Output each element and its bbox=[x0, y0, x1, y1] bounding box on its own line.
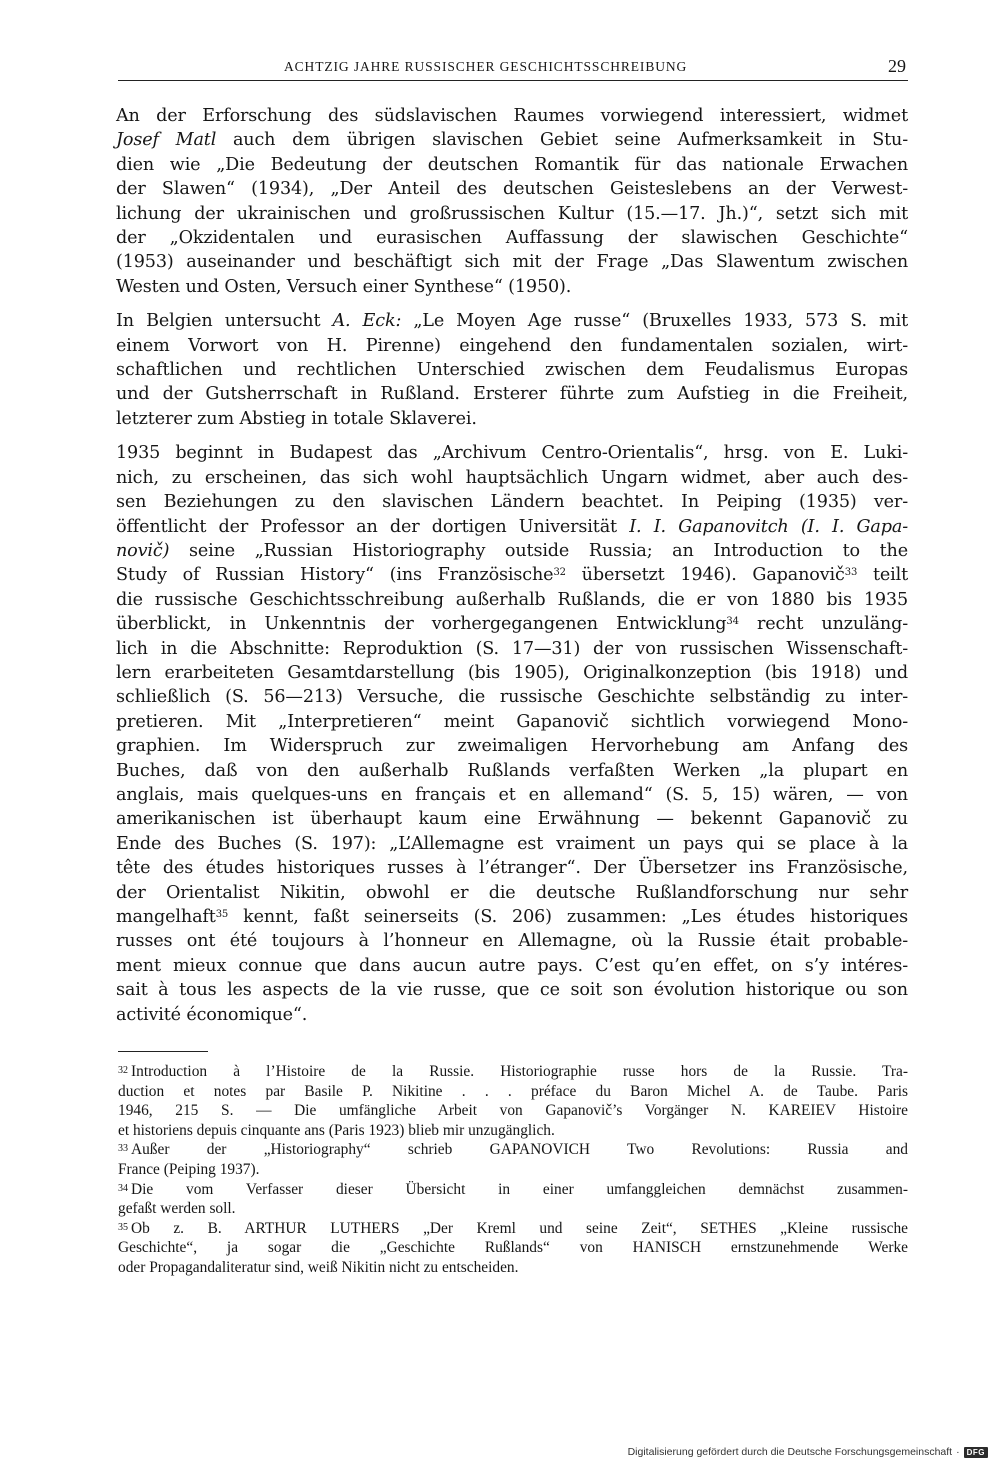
footnote-number: 35 bbox=[118, 1221, 128, 1233]
text-line: nich, zu erscheinen, das sich wohl hauptsächlich Ungarn widmet, aber auch des- bbox=[116, 467, 908, 488]
digitization-credit: Digitalisierung gefördert durch die Deutsche Forschungsgemeinschaft · DFG bbox=[628, 1446, 988, 1458]
text-line: der Slawen“ (1934), „Der Anteil des deutschen Geisteslebens an der Verwest- bbox=[116, 179, 908, 200]
footnote-line: $^{32}$ Introduction à l’Histoire de la Russie. Historiographie russe hors de la Russie. Tra- bbox=[118, 1063, 908, 1080]
paragraph bbox=[116, 309, 908, 431]
text-line: anglais, mais quelques-uns en français et en allemand“ (S. 5, 15) wären, — von bbox=[116, 784, 908, 805]
text-line: letzterer zum Abstieg in totale Sklaverei. bbox=[116, 408, 477, 429]
footnote-line: et historiens depuis cinquante ans (Paris 1923) blieb mir unzugänglich. bbox=[118, 1121, 555, 1139]
footnote-line: Geschichte“, ja sogar die „Geschichte Rußlands“ von HANISCH ernstzunehmende Werke bbox=[118, 1239, 908, 1257]
text-line: die russische Geschichtsschreibung außerhalb Rußlands, die er von 1880 bis 1935 bbox=[116, 589, 908, 610]
text-line: der Orientalist Nikitin, obwohl er die deutsche Rußlandforschung nur sehr bbox=[116, 882, 908, 903]
footnote bbox=[118, 1140, 908, 1179]
text-line: der „Okzidentalen und eurasischen Auffassung der slawischen Geschichte“ bbox=[116, 228, 908, 249]
text-line: graphien. Im Widerspruch zur zweimaligen Hervorhebung am Anfang des bbox=[116, 736, 908, 757]
footnote-number: 34 bbox=[118, 1182, 128, 1194]
text-line: Ende des Buches (S. 197): „L’Allemagne est vraiment un pays qui se place à la bbox=[116, 833, 908, 854]
text-line: dien wie „Die Bedeutung der deutschen Romantik für das nationale Erwachen bbox=[116, 154, 908, 175]
text-line: ment mieux connue que dans aucun autre pays. C’est qu’en effet, on s’y intéres- bbox=[116, 955, 908, 976]
footnotes bbox=[118, 1062, 908, 1278]
footnote-number: 33 bbox=[118, 1143, 128, 1155]
text-line: novič) seine „Russian Historiography outside Russia; an Introduction to the bbox=[116, 540, 908, 561]
paragraph bbox=[116, 104, 908, 299]
footnote-number: 32 bbox=[118, 1065, 128, 1076]
body-text bbox=[116, 104, 908, 1037]
footnote-line: $^{35}$ Ob z. B. ARTHUR LUTHERS „Der Kreml und seine Zeit“, SETHES „Kleine russische bbox=[118, 1219, 908, 1237]
text-line: Study of Russian History“ (ins Französische$^{32}$ übersetzt 1946). Gapanovič$^{33}$ teilt bbox=[116, 565, 908, 586]
text-line: Buches, daß von den außerhalb Rußlands verfaßten Werken „la plupart en bbox=[116, 760, 908, 781]
text-line: einem Vorwort von H. Pirenne) eingehend den fundamentalen sozialen, wirt- bbox=[116, 335, 908, 356]
text-line: (1953) auseinander und beschäftigt sich mit der Frage „Das Slawentum zwischen bbox=[116, 252, 908, 273]
footnote bbox=[118, 1062, 908, 1140]
paragraph bbox=[116, 441, 908, 1027]
footnote-line: $^{34}$ Die vom Verfasser dieser Übersicht in einer umfanggleichen demnächst zusammen- bbox=[118, 1180, 908, 1198]
footnote bbox=[118, 1219, 908, 1278]
text-line: tête des études historiques russes à l’étranger“. Der Übersetzer ins Französische, bbox=[116, 858, 908, 879]
text-line: activité économique“. bbox=[116, 1004, 308, 1025]
footnote-line: gefaßt werden soll. bbox=[118, 1200, 236, 1218]
text-line: mangelhaft$^{35}$ kennt, faßt seinerseits (S. 206) zusammen: „Les études historiques bbox=[116, 907, 908, 927]
footnote-line: France (Peiping 1937). bbox=[118, 1160, 260, 1178]
text-line: Westen und Osten, Versuch einer Synthese“ (1950). bbox=[116, 276, 572, 297]
text-line: pretieren. Mit „Interpretieren“ meint Gapanovič sichtlich vorwiegend Mono- bbox=[116, 711, 908, 732]
text-line: In Belgien untersucht A. Eck: „Le Moyen Age russe“ (Bruxelles 1933, 573 S. mit bbox=[116, 311, 909, 332]
text-line: lern erarbeiteten Gesamtdarstellung (bis 1905), Originalkonzeption (bis 1918) und bbox=[116, 662, 908, 683]
text-line: amerikanischen ist überhaupt kaum eine Erwähnung — bekennt Gapanovič zu bbox=[116, 809, 908, 830]
page-number: 29 bbox=[888, 56, 906, 76]
text-line: schließlich (S. 56—213) Versuche, die russische Geschichte selbständig zu inter- bbox=[116, 687, 908, 708]
text-line: Josef Matl auch dem übrigen slavischen Gebiet seine Aufmerksamkeit in Stu- bbox=[116, 130, 908, 151]
text-line: lichung der ukrainischen und großrussischen Kultur (15.—17. Jh.)“, setzt sich mit bbox=[116, 203, 908, 224]
text-line: lich in die Abschnitte: Reproduktion (S. 17—31) der von russischen Wissenschaft- bbox=[116, 638, 908, 659]
running-title: ACHTZIG JAHRE RUSSISCHER GESCHICHTSSCHREIBUNG bbox=[284, 59, 688, 74]
text-line: öffentlicht der Professor an der dortigen Universität I. I. Gapanovitch (I. I. Gapa- bbox=[116, 516, 908, 537]
footnote-line: duction et notes par Basile P. Nikitine . . . préface du Baron Michel A. de Taube. Paris bbox=[118, 1082, 908, 1100]
text-line: An der Erforschung des südslavischen Raumes vorwiegend interessiert, widmet bbox=[116, 106, 908, 126]
dfg-logo: DFG bbox=[964, 1447, 988, 1458]
footnote bbox=[118, 1180, 908, 1219]
text-line: sait à tous les aspects de la vie russe, que ce soit son évolution historique ou son bbox=[116, 980, 908, 1001]
footnote-line: $^{33}$ Außer der „Historiography“ schrieb GAPANOVICH Two Revolutions: Russia and bbox=[118, 1141, 908, 1159]
footnote-line: 1946, 215 S. — Die umfängliche Arbeit von Gapanovič’s Vorgänger N. KAREIEV Histoire bbox=[118, 1102, 908, 1120]
text-line: schaftlichen und rechtlichen Unterschied zwischen dem Feudalismus Europas bbox=[116, 360, 908, 381]
footnote-separator bbox=[118, 1051, 208, 1052]
running-header bbox=[118, 56, 908, 81]
text-line: und der Gutsherrschaft in Rußland. Ersterer führte zum Aufstieg in die Freiheit, bbox=[116, 384, 908, 405]
credit-text: Digitalisierung gefördert durch die Deutsche Forschungsgemeinschaft bbox=[627, 1446, 953, 1458]
footnote-line: oder Propagandaliteratur sind, weiß Nikitin nicht zu entscheiden. bbox=[118, 1258, 519, 1276]
text-line: überblickt, in Unkenntnis der vorhergegangenen Entwicklung$^{34}$ recht unzuläng- bbox=[116, 614, 908, 635]
text-line: sen Beziehungen zu den slavischen Ländern beachtet. In Peiping (1935) ver- bbox=[116, 492, 908, 513]
text-line: 1935 beginnt in Budapest das „Archivum Centro-Orientalis“, hrsg. von E. Luki- bbox=[116, 443, 908, 464]
text-line: russes ont été toujours à l’honneur en Allemagne, où la Russie était probable- bbox=[116, 931, 908, 952]
